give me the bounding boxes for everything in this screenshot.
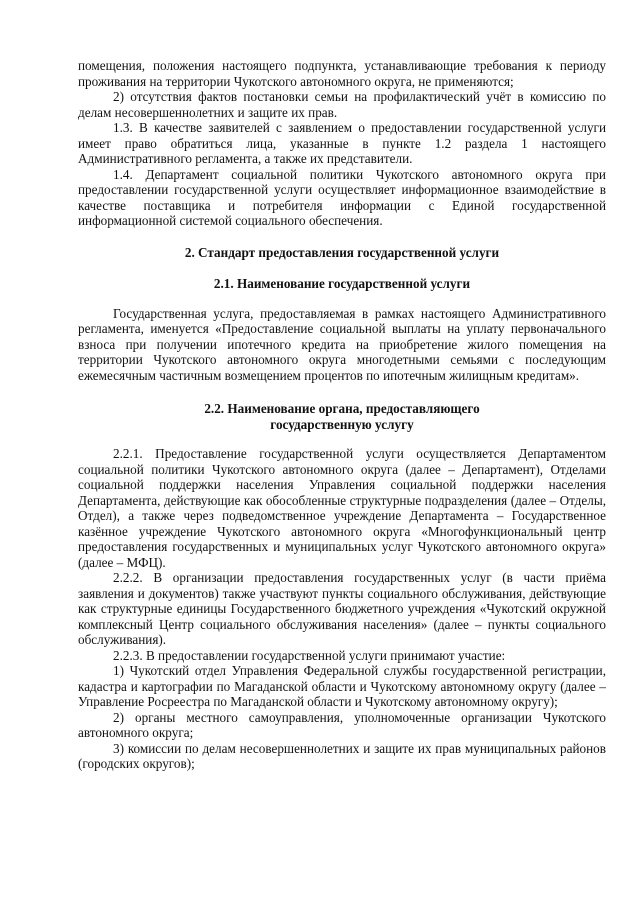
- list-item-1: 1) Чукотский отдел Управления Федеральной службы государственной регистрации, кадастра и картографии по Магаданской области и Чукотскому автономному округу (далее – Управление Росреестра по Магаданской области и Чукотскому автономному округу);: [78, 663, 606, 709]
- list-item-2: 2) органы местного самоуправления, уполномоченные организации Чукотского автономного округа;: [78, 709, 606, 740]
- section-2-2-heading-line1: 2.2. Наименование органа, предоставляющего: [204, 401, 480, 416]
- paragraph-2-2-2: 2.2.2. В организации предоставления государственных услуг (в части приёма заявления и документов) также участвуют пункты социального обслуживания, действующие как структурные единицы Государственного бюджетного учреждения «Чукотский окружной комплексный Центр социального обслуживания населения» (далее – пункты социального обслуживания).: [78, 570, 606, 647]
- section-2-heading: 2. Стандарт предоставления государственной услуги: [184, 244, 500, 260]
- paragraph-1-3: 1.3. В качестве заявителей с заявлением о предоставлении государственной услуги имеет право обратиться лица, указанные в пункте 1.2 раздела 1 настоящего Административного регламента, а также их представители.: [78, 120, 606, 166]
- list-item-3: 3) комиссии по делам несовершеннолетних и защите их прав муниципальных районов (городских округов);: [78, 740, 606, 771]
- section-2-2-heading-line2: государственную услугу: [270, 416, 414, 432]
- section-2-1-heading: 2.1. Наименование государственной услуги: [213, 276, 471, 291]
- paragraph-1-4: 1.4. Департамент социальной политики Чукотского автономного округа при предоставлении государственной услуги осуществляет информационное взаимодействие в качестве поставщика и потребителя информации с Единой государственной информационной системой социального обеспечения.: [78, 166, 606, 228]
- paragraph-continuation: помещения, положения настоящего подпункта, устанавливающие требования к периоду проживания на территории Чукотского автономного округа, не применяются;: [78, 58, 606, 89]
- paragraph-item-2: 2) отсутствия фактов постановки семьи на профилактический учёт в комиссию по делам несовершеннолетних и защите их прав.: [78, 89, 606, 120]
- document-page: [78, 58, 606, 772]
- paragraph-2-1: Государственная услуга, предоставляемая в рамках настоящего Административного регламента, именуется «Предоставление социальной выплаты на уплату первоначального взноса при получении ипотечного кредита на приобретение жилого помещения на территории Чукотского автономного округа многодетными семьями с последующим ежемесячным частичным возмещением процентов по ипотечным жилищным кредитам».: [78, 305, 606, 383]
- paragraph-2-2-1: 2.2.1. Предоставление государственной услуги осуществляется Департаментом социальной политики Чукотского автономного округа (далее – Департамент), Отделами социальной поддержки населения Управления социальной поддержки населения Департамента, действующие как обособленные структурные подразделения (далее – Отделы, Отдел), а также через подведомственное учреждение Департамента – Государственное казённое учреждение Чукотского автономного округа «Многофункциональный центр предоставления государственных и муниципальных услуг Чукотского автономного округа» (далее – МФЦ).: [78, 446, 606, 570]
- paragraph-2-2-3: 2.2.3. В предоставлении государственной услуги принимают участие:: [113, 647, 506, 663]
